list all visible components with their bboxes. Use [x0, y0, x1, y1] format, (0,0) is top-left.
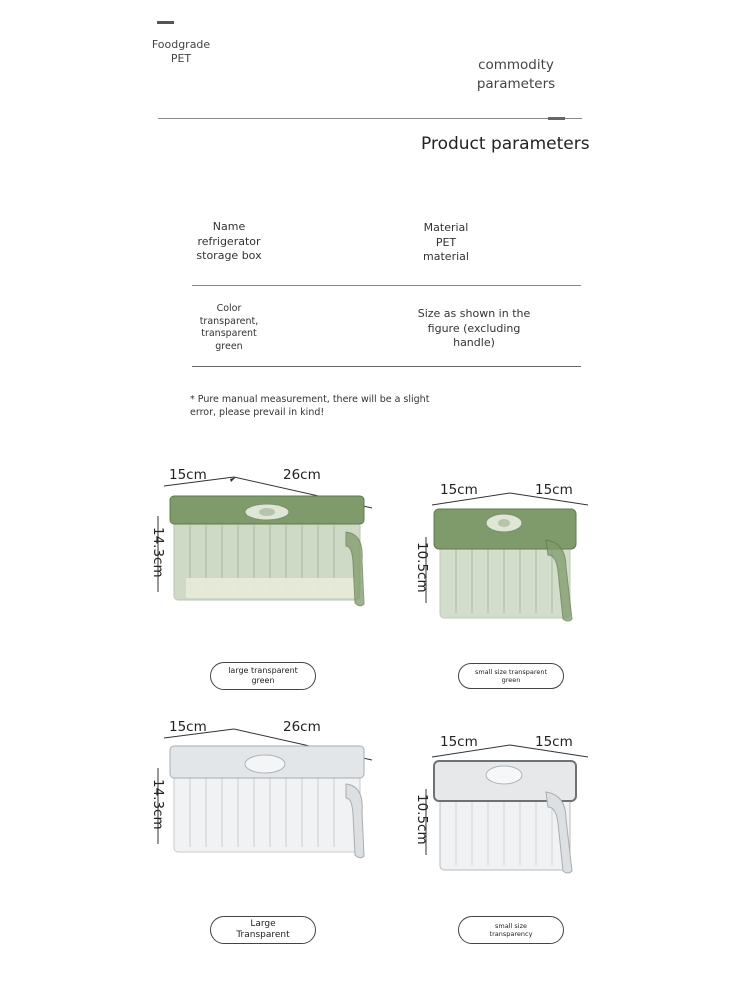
param-size: [414, 307, 534, 351]
param-color-label: Color: [216, 303, 242, 314]
param-material-value2: material: [423, 250, 469, 263]
small-green-height-label: 10.5cm: [414, 542, 430, 593]
large-clear-height-label: 14.3cm: [150, 779, 166, 830]
param-name-value1: refrigerator: [197, 234, 261, 248]
param-color-value1: transparent,: [199, 315, 259, 327]
small-green-caption-line1: small size transparent: [474, 668, 548, 676]
param-color: [192, 303, 266, 353]
decor-bar: [157, 21, 174, 24]
product-parameters-title: Product parameters: [421, 134, 590, 154]
large-green-caption-line1: large transparent: [228, 666, 298, 675]
divider-table-mid: [192, 285, 581, 286]
small-clear-caption-line2: transparency: [489, 930, 533, 938]
large-green-length-label: 26cm: [283, 467, 321, 483]
param-name-value2: storage box: [196, 249, 262, 262]
param-material-label: Material: [423, 221, 469, 234]
param-size-line2: figure (excluding: [427, 321, 521, 335]
small-green-width-label: 15cm: [440, 482, 478, 498]
small-clear-caption-line1: small size: [495, 922, 527, 930]
small-clear-caption: [458, 916, 564, 944]
large-green-box-image: [150, 470, 380, 620]
note-line1: * Pure manual measurement, there will be a slight: [190, 394, 430, 405]
note-line2: error, please prevail in kind!: [190, 407, 325, 418]
large-clear-caption: [210, 916, 316, 944]
divider-top: [158, 118, 582, 119]
small-green-length-label: 15cm: [535, 482, 573, 498]
material-line1: Foodgrade: [151, 38, 211, 51]
large-clear-width-label: 15cm: [169, 719, 207, 735]
param-size-line3: handle): [453, 336, 495, 349]
large-clear-length-label: 26cm: [283, 719, 321, 735]
small-green-caption-line2: green: [501, 676, 521, 684]
large-clear-box-image: [150, 722, 380, 872]
material-label: [150, 38, 212, 66]
commodity-line1: commodity: [478, 57, 554, 73]
small-clear-width-label: 15cm: [440, 734, 478, 750]
material-line2: PET: [170, 52, 192, 65]
small-clear-length-label: 15cm: [535, 734, 573, 750]
param-material-value1: PET: [435, 235, 457, 249]
large-clear-caption-line1: Large: [250, 919, 276, 929]
small-green-caption: [458, 663, 564, 689]
large-green-width-label: 15cm: [169, 467, 207, 483]
commodity-parameters-title: [440, 56, 592, 94]
param-name-label: Name: [212, 220, 246, 233]
param-name: [190, 220, 268, 264]
large-green-caption-line2: green: [251, 676, 275, 685]
param-color-value2: transparent: [201, 328, 257, 339]
large-green-caption: [210, 662, 316, 690]
commodity-line2: parameters: [476, 76, 556, 92]
small-green-box-image: [420, 485, 590, 630]
large-green-height-label: 14.3cm: [150, 527, 166, 578]
large-clear-caption-line2: Transparent: [236, 930, 290, 940]
param-color-value3: green: [215, 340, 243, 352]
param-material: [414, 221, 478, 265]
param-size-line1: Size as shown in the: [417, 307, 531, 320]
small-clear-box-image: [420, 737, 590, 882]
small-clear-height-label: 10.5cm: [414, 794, 430, 845]
divider-table-bottom: [192, 366, 581, 367]
divider-mark: [548, 117, 565, 120]
measurement-note: [190, 393, 430, 419]
